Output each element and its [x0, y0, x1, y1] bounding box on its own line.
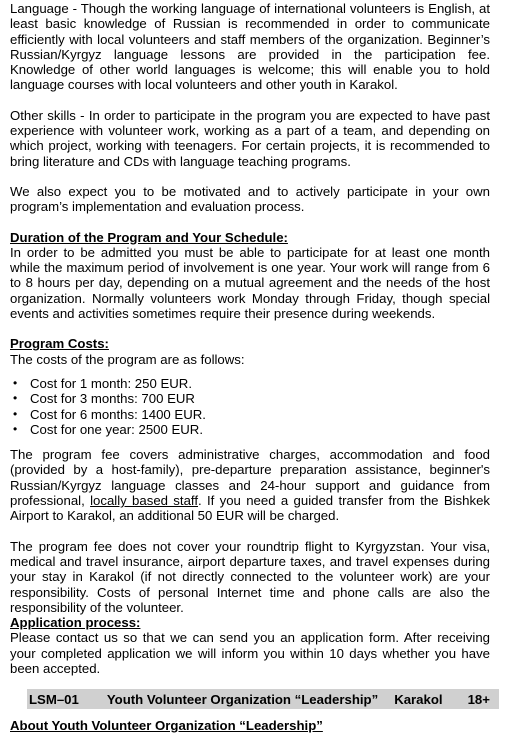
- fee-covers-paragraph: [10, 447, 490, 523]
- other-skills-paragraph: Other skills - In order to participate in the program you are expected to have past experience with volunteer work, working as a part of a team, and depending on which project, working with teenagers. For certain projects, it is recommended to bring literature and CDs with language teaching programs.: [10, 107, 490, 169]
- list-item: • Cost for 1 month: 250 EUR.: [30, 376, 490, 391]
- application-heading: Application process:: [10, 615, 141, 631]
- list-item: • Cost for 6 months: 1400 EUR.: [30, 407, 490, 422]
- fee-not-covered-paragraph: The program fee does not cover your roundtrip flight to Kyrgyzstan. Your visa, medical and travel insurance, airport departure taxes, and travel expenses during your stay in Karakol (if not directly connected to the volunteer work) are your responsibility. Costs of personal Internet time and phone calls are also the responsibility of the volunteer.: [10, 538, 490, 615]
- fee-covers-text-b: . If you need a guided transfer from the Bishkek Airport to Karakol, an additional 50 EUR will be charged.: [10, 493, 490, 524]
- fee-covers-text-a: The program fee covers administrative charges, accommodation and food (provided by a host-family), pre-departure preparation assistance, beginner's Russian/Kyrgyz language classes and 24-hour support and guidance from professional,: [10, 447, 490, 509]
- project-organization-name: Youth Volunteer Organization “Leadership”: [106, 691, 379, 707]
- list-item: • Cost for one year: 2500 EUR.: [30, 422, 490, 437]
- costs-intro: The costs of the program are as follows:: [10, 351, 245, 367]
- costs-list: [10, 376, 490, 437]
- project-header-bar: [27, 689, 499, 709]
- about-heading: About Youth Volunteer Organization “Leadership”: [10, 718, 323, 734]
- list-item: • Cost for 3 months: 700 EUR: [30, 391, 490, 406]
- duration-heading: Duration of the Program and Your Schedule:: [10, 229, 288, 245]
- language-paragraph: [10, 1, 490, 93]
- locally-based-staff-link[interactable]: locally based staff: [90, 493, 198, 509]
- project-age-limit: 18+: [467, 691, 490, 707]
- costs-heading: Program Costs:: [10, 336, 109, 352]
- duration-paragraph: In order to be admitted you must be able to participate for at least one month while the maximum period of involvement is one year. Your work will range from 6 to 8 hours per day, depending on a mutual agreement and the needs of the host organization. Normally volunteers work Monday through Friday, though special events and activities sometimes require their presence during weekends.: [10, 244, 490, 322]
- language-label: Language: [10, 1, 69, 16]
- document-page: [10, 1, 490, 734]
- application-paragraph: Please contact us so that we can send you an application form. After receiving your completed application we will inform you within 10 days whether you have been accepted.: [10, 630, 490, 676]
- project-code: LSM–01: [29, 691, 79, 707]
- language-text: - Though the working language of international volunteers is English, at least basic knowledge of Russian is recommended in order to communicate efficiently with local volunteers and staff members of the organization. Beginner’s Russian/Kyrgyz language lessons are provided in the participation fee. Knowledge of other world languages is welcome; this will enable you to hold language courses with local volunteers and other youth in Karakol.: [10, 1, 490, 93]
- project-city: Karakol: [394, 691, 443, 707]
- motivation-paragraph: We also expect you to be motivated and to actively participate in your own program’s implementation and evaluation process.: [10, 183, 490, 215]
